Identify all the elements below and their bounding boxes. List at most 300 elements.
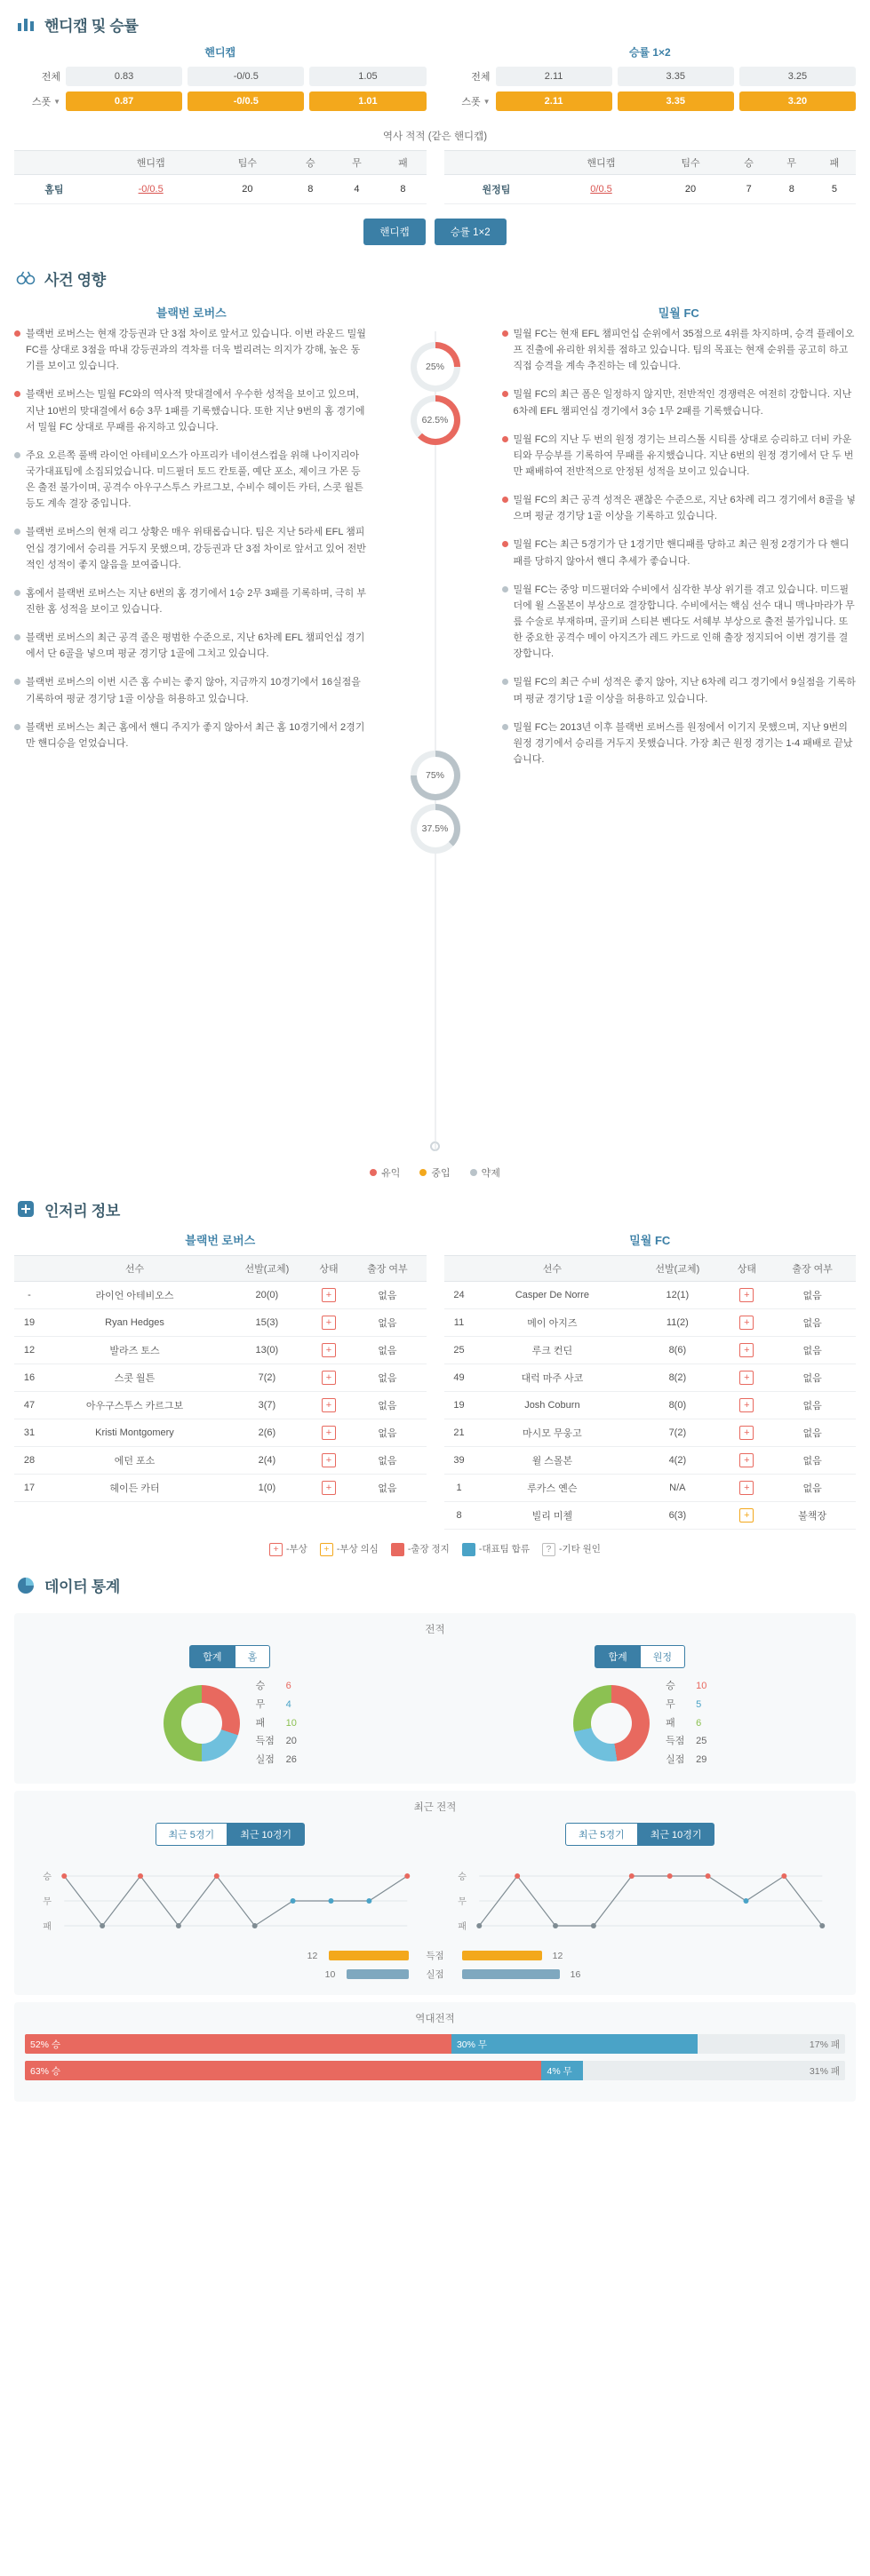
handicap-right-total-row [444,67,857,86]
svg-text:패: 패 [457,1922,467,1933]
svg-text:무: 무 [457,1897,467,1908]
home-pie-unit [164,1677,297,1769]
hist2-h-2: 팀수 [654,151,728,175]
player-number: 16 [14,1364,44,1392]
event-bullet-icon [14,634,20,640]
hist-home-hc: -0/0.5 [94,175,208,204]
hist-away-team: 원정팀 [444,175,549,204]
form-line-chart [440,1860,846,1942]
h2h-title: 역대전적 [415,2014,455,2025]
player-availability: 없음 [769,1309,856,1337]
table-row [14,1309,427,1337]
event-item [502,432,857,480]
player-name: 메이 아지즈 [475,1309,631,1337]
table-row [14,1392,427,1419]
player-number: 19 [14,1309,44,1337]
table-row [444,175,857,204]
hist-away-w: 7 [728,175,770,204]
player-number: 17 [14,1475,44,1502]
away-stats-list [666,1677,706,1769]
lineup-home-team: 블랙번 로버스 [185,1234,256,1247]
event-text: 밀월 FC는 2013년 이후 블랙번 로버스를 원정에서 이기지 못했으며, 지난 9번의 원정 경기에서 승리를 거두지 못했습니다. 가장 최근 원정 경기는 1-4 패배로 끝났습니다. [513,721,853,765]
player-status-badge [309,1475,348,1502]
history-table-away [444,150,857,204]
home-gf-value: 12 [307,1950,318,1961]
stat-label: 득점 [666,1736,685,1747]
lineup-title: 인저리 정보 [44,1202,121,1220]
handicap-left-spot-1[interactable]: 0.87 [66,91,182,111]
stat-value: 4 [285,1698,291,1710]
injury-icon: + [322,1288,336,1302]
lineup-away [444,1229,857,1530]
event-item [14,386,369,434]
hist-h-0 [14,151,94,175]
lu2-h-1: 선발(교체) [630,1256,724,1282]
stat-value: 6 [285,1680,291,1691]
lu-h-3: 출장 여부 [348,1256,426,1282]
player-number: 25 [444,1337,475,1364]
player-appearances: 1(0) [225,1475,309,1502]
handicap-panel-right [444,44,857,116]
table-row [444,1364,857,1392]
event-bullet-icon [502,391,508,397]
handicap-right-spot-row [444,91,857,111]
history-tables [0,150,870,204]
stat-row [256,1714,297,1733]
player-appearances: 2(6) [225,1419,309,1447]
event-donut [369,342,502,392]
event-text: 블랙번 로버스의 현재 리그 상황은 매우 위태롭습니다. 팀은 지난 5라세 EFL 챔피언십 경기에서 승리를 거두지 못했으며, 강등권과 단 3점 차이로 앞서고 있어 전반적인 성적이 좋지 않음을 보여줍니다. [26,527,366,570]
handicap-panel-left [14,44,427,116]
event-bullet-icon [502,330,508,337]
h2h-win-segment: 63% 승 [25,2061,541,2080]
player-status-badge [309,1364,348,1392]
player-availability: 불책장 [769,1502,856,1530]
player-name: 대럭 마주 사코 [475,1364,631,1392]
handicap-left-total-label: 전체 [41,72,60,83]
hist-away-played: 20 [654,175,728,204]
player-availability: 없음 [769,1475,856,1502]
goals-for-label: 득점 [426,1951,444,1962]
event-item [502,492,857,524]
player-availability: 없음 [348,1419,426,1447]
player-availability: 없음 [348,1364,426,1392]
stat-row [666,1696,706,1714]
event-item [14,448,369,513]
handicap-right-total-1[interactable]: 2.11 [496,67,612,86]
player-status-badge [724,1364,769,1392]
player-availability: 없음 [769,1419,856,1447]
suspension-icon: + [739,1508,754,1523]
odds-1x2-button[interactable]: 승률 1×2 [435,219,507,245]
event-item [14,720,369,751]
table-row [14,1447,427,1475]
injury-icon: + [739,1426,754,1440]
pie-row [25,1677,845,1769]
player-name: 루크 컨딘 [475,1337,631,1364]
handicap-left-total-row [14,67,427,86]
player-availability: 없음 [348,1447,426,1475]
handicap-left-total-1[interactable]: 0.83 [66,67,182,86]
player-number: 19 [444,1392,475,1419]
player-name: Josh Coburn [475,1392,631,1419]
player-number: 47 [14,1392,44,1419]
handicap-right-spot-text: 스폿 [461,97,481,107]
stat-value: 10 [696,1680,707,1691]
chevron-down-icon: ▼ [483,97,491,106]
stat-row [666,1677,706,1696]
legend-injury: + -부상 [269,1542,307,1556]
player-name: 라이언 아테비오스 [44,1282,225,1309]
stat-row [666,1714,706,1733]
lu-h-2: 상태 [309,1256,348,1282]
handicap-button[interactable]: 핸디캡 [363,219,425,245]
event-donut [369,395,502,445]
injury-icon: + [739,1398,754,1412]
section-header-handicap [0,0,870,44]
stat-label: 승 [255,1680,266,1691]
event-bullet-icon [502,679,508,685]
event-bullet-icon [14,724,20,730]
toggle-total-away[interactable]: 합계 [595,1645,640,1668]
donut-chart [411,395,460,445]
event-text: 블랙번 로버스는 현재 강등권과 단 3점 차이로 앞서고 있습니다. 이번 라운드 밀월 FC를 상대로 3점을 따내 강등권과의 격차를 더욱 벌리려는 의지가 강해, 높은 동기를 보이고 있습니다. [26,329,366,372]
event-bullet-icon [14,330,20,337]
donut-slot-top [369,326,502,445]
injury-icon: + [322,1398,336,1412]
hist-h-4: 무 [333,151,379,175]
event-donut [369,804,502,854]
lu2-h-0: 선수 [475,1256,631,1282]
event-bullet-icon [502,497,508,503]
event-bullet-icon [14,391,20,397]
player-appearances: 11(2) [630,1309,724,1337]
donut-value: 75% [417,757,454,794]
stat-row [256,1696,297,1714]
player-status-badge [724,1419,769,1447]
handicap-right-total-3[interactable]: 3.25 [739,67,856,86]
history-table-home [14,150,427,204]
player-number: 28 [14,1447,44,1475]
player-availability: 없음 [769,1447,856,1475]
player-name: Casper De Norre [475,1282,631,1309]
event-item [502,326,857,374]
toggle-last5-away[interactable]: 최근 5경기 [565,1823,638,1846]
legend-label-positive: 유익 [381,1168,401,1179]
player-name: 루카스 옌슨 [475,1475,631,1502]
form-line-chart [25,1860,431,1942]
h2h-card [14,2002,856,2102]
event-text: 홈에서 블랙번 로버스는 지난 6번의 홈 경기에서 1승 2무 3패를 기록하며, 극히 부진한 홈 성적을 보이고 있습니다. [26,587,366,615]
player-availability: 없음 [348,1309,426,1337]
table-row [14,1337,427,1364]
player-name: Ryan Hedges [44,1309,225,1337]
injury-icon: + [739,1371,754,1385]
recent-form-title: 최근 전적 [413,1802,457,1814]
event-text: 밀월 FC는 중앙 미드필더와 수비에서 심각한 부상 위기를 겪고 있습니다. 미드필더에 윌 스몰본이 부상으로 결장합니다. 수비에서는 핵심 선수 대니 맥나마라가 무릎 수술로 부재하며, 골키퍼 스티븐 벤다도 서혜부 부상으로 출전 불가입니다. 또한 중요한 공격수 메이 아지즈가 레드 카드로 인해 출장 정지되어 이번 경기를 결장합니다. [513,584,855,660]
player-name: 아우구스투스 카르그보 [44,1392,225,1419]
injury-icon: + [739,1481,754,1495]
player-appearances: 6(3) [630,1502,724,1530]
event-item [502,720,857,767]
goals-for-row [25,1949,845,1962]
svg-text:승: 승 [457,1872,467,1883]
hist-away-d: 8 [770,175,813,204]
handicap-right-spot-1[interactable]: 2.11 [496,91,612,111]
player-name: 에던 포소 [44,1447,225,1475]
player-number: 12 [14,1337,44,1364]
stat-row [256,1677,297,1696]
h2h-win-segment: 52% 승 [25,2034,451,2054]
overall-stats-title: 전적 [425,1624,445,1635]
player-appearances: 8(0) [630,1392,724,1419]
home-toggle [25,1645,435,1668]
player-status-badge [724,1502,769,1530]
away-form-toggle [435,1823,846,1846]
chevron-down-icon: ▼ [53,97,60,106]
svg-text:무: 무 [43,1897,52,1908]
away-form-chart [440,1855,846,1944]
toggle-away[interactable]: 원정 [641,1645,685,1668]
donut-chart [411,342,460,392]
event-item [502,386,857,418]
hist-h-2: 팀수 [207,151,287,175]
event-donut [369,751,502,800]
stat-value: 6 [696,1717,702,1729]
handicap-left-spot-text: 스폿 [31,97,52,107]
hist2-h-0 [444,151,549,175]
handicap-right-spot-2[interactable]: 3.35 [618,91,734,111]
table-row [14,1282,427,1309]
stat-row [256,1751,297,1769]
h2h-loss-segment: 31% 패 [583,2061,845,2080]
event-bullet-icon [502,586,508,592]
toggle-last10-home[interactable]: 최근 10경기 [227,1823,305,1846]
lineup-tables [0,1229,870,1530]
legend-doubt-label: -부상 의심 [336,1544,379,1554]
events-home-team: 블랙번 로버스 [156,306,227,320]
handicap-right-total-label: 전체 [471,72,491,83]
toggle-last5-home[interactable]: 최근 5경기 [156,1823,228,1846]
player-number: 21 [444,1419,475,1447]
away-pie-unit [573,1677,706,1769]
handicap-left-total-2[interactable]: -0/0.5 [188,67,304,86]
event-text: 밀월 FC는 현재 EFL 챔피언십 순위에서 35점으로 4위를 차지하며, 승격 플레이오프 진출에 유리한 위치를 점하고 있습니다. 팀의 목표는 현재 순위를 공고히 하고 직접 승격을 계속 추진하는 데 있습니다. [513,329,855,372]
lineup-legend [0,1530,870,1562]
goals-against-label: 실점 [426,1969,444,1981]
player-number: 1 [444,1475,475,1502]
donut-value: 62.5% [417,402,454,439]
player-appearances: 15(3) [225,1309,309,1337]
hist2-h-3: 승 [728,151,770,175]
injury-icon: + [739,1288,754,1302]
event-item [14,674,369,706]
legend-label-negative: 약제 [481,1168,500,1179]
lineup-table-home [14,1255,427,1502]
donut-chart [411,804,460,854]
history-title: 역사 적적 (같은 핸디캡) [382,131,488,142]
player-status-badge [309,1447,348,1475]
player-number: 49 [444,1364,475,1392]
event-text: 밀월 FC의 최근 수비 성적은 좋지 않아, 지난 6차례 리그 경기에서 9실점을 기록하며 평균 경기당 1골 이상을 허용하고 있습니다. [513,677,856,704]
handicap-left-spot-row [14,91,427,111]
event-text: 블랙번 로버스의 최근 공격 졸은 평범한 수준으로, 지난 6차례 EFL 챔피언십 경기에서 단 6골을 넣으며 평균 경기당 1골에 그치고 있습니다. [26,632,365,660]
player-availability: 없음 [348,1282,426,1309]
injury-icon: + [322,1343,336,1357]
player-status-badge [724,1282,769,1309]
away-ga-value: 16 [570,1968,581,1980]
events-away-team: 밀월 FC [658,306,699,320]
svg-text:패: 패 [43,1922,52,1933]
player-name: 윌 스몰본 [475,1447,631,1475]
svg-text:승: 승 [43,1872,52,1883]
recent-form-card [14,1791,856,1995]
donut-chart [411,751,460,800]
h2h-bar [25,2061,845,2080]
legend-other-label: -기타 원인 [558,1544,601,1554]
toggle-last10-away[interactable]: 최근 10경기 [638,1823,715,1846]
table-row [444,1447,857,1475]
event-item [502,674,857,706]
handicap-left-total-3[interactable]: 1.05 [309,67,426,86]
player-name: 스콧 월튼 [44,1364,225,1392]
overall-stats-card [14,1613,856,1784]
player-number: 11 [444,1309,475,1337]
event-bullet-icon [502,724,508,730]
handicap-left-spot-2[interactable]: -0/0.5 [188,91,304,111]
player-appearances: 7(2) [630,1419,724,1447]
donut-value: 25% [417,348,454,386]
table-row [14,175,427,204]
home-form-chart [25,1855,431,1944]
events-team-headers [0,298,870,321]
player-status-badge [724,1337,769,1364]
event-item [14,630,369,662]
hist2-h-1: 핸디캡 [549,151,654,175]
stat-row [256,1732,297,1751]
player-number: - [14,1282,44,1309]
player-status-badge [724,1309,769,1337]
stat-label: 무 [255,1698,266,1710]
donut-value: 37.5% [417,810,454,847]
event-text: 밀월 FC의 지난 두 번의 원정 경기는 브리스톨 시티를 상대로 승리하고 더비 카운티와 무승부를 기록하여 무패를 유지했습니다. 지난 6번의 원정 경기에서 단 두 번만 패배하여 전반적으로 안정된 성적을 보이고 있습니다. [513,433,854,477]
lu-h-1: 선발(교체) [225,1256,309,1282]
event-text: 블랙번 로버스의 이번 시즌 홈 수비는 좋지 않아, 지금까지 10경기에서 16실점을 기록하여 평균 경기당 1골 이상을 허용하고 있습니다. [26,677,361,704]
injury-icon: + [739,1343,754,1357]
event-bullet-icon [14,529,20,535]
event-text: 밀월 FC는 최근 5경기가 단 1경기만 핸디패를 당하고 최근 원정 2경기가 다 핸디패를 당하지 않아서 핸디 추세가 좋습니다. [513,539,850,567]
legend-item-neutral [419,1165,450,1180]
table-row [14,1475,427,1502]
legend-suspension [391,1542,450,1556]
player-number: 24 [444,1282,475,1309]
lineup-away-team: 밀월 FC [629,1234,671,1247]
handicap-left-spot-3[interactable]: 1.01 [309,91,426,111]
player-status-badge [724,1392,769,1419]
player-name: 헤이든 카터 [44,1475,225,1502]
h2h-bar [25,2034,845,2054]
lineup-table-away [444,1255,857,1530]
stat-label: 득점 [255,1736,275,1747]
toggle-home[interactable]: 홈 [235,1645,271,1668]
stat-value: 10 [285,1717,297,1729]
stats-title: 데이터 통계 [44,1578,121,1596]
event-item [14,524,369,572]
table-row [444,1337,857,1364]
handicap-right-spot-label[interactable] [444,94,491,108]
hist-home-d: 4 [333,175,379,204]
player-name: 마시모 무웅고 [475,1419,631,1447]
handicap-right-total-2[interactable]: 3.35 [618,67,734,86]
stat-label: 무 [666,1698,675,1710]
events-legend [0,1151,870,1185]
events-home-list [14,326,369,764]
player-status-badge [309,1309,348,1337]
lu-h-0: 선수 [44,1256,225,1282]
section-header-events [0,254,870,298]
event-bullet-icon [14,590,20,596]
legend-item-negative [470,1165,500,1180]
player-status-badge [309,1337,348,1364]
legend-doubt: + -부상 의심 [320,1542,379,1556]
player-appearances: 7(2) [225,1364,309,1392]
hist2-h-4: 무 [770,151,813,175]
handicap-left-spot-label[interactable] [14,94,60,108]
event-item [14,585,369,617]
section-header-lineup [0,1185,870,1229]
table-row [444,1475,857,1502]
hist-away-hc: 0/0.5 [549,175,654,204]
home-form-toggle [25,1823,435,1846]
handicap-right-spot-3[interactable]: 3.20 [739,91,856,111]
player-availability: 없음 [769,1364,856,1392]
stat-value: 25 [696,1736,707,1747]
hist-home-team: 홈팀 [14,175,94,204]
hist2-h-5: 패 [813,151,856,175]
player-appearances: N/A [630,1475,724,1502]
event-text: 밀월 FC의 최근 폼은 일정하지 않지만, 전반적인 경쟁력은 여전히 강합니다. 지난 6차례 EFL 챔피언십 경기에서 3승 1무 2패를 기록했습니다. [513,389,852,417]
player-name: 빌리 미첼 [475,1502,631,1530]
lu2-h-2: 상태 [724,1256,769,1282]
injury-icon: + [322,1316,336,1330]
event-bullet-icon [14,679,20,685]
player-number: 31 [14,1419,44,1447]
event-bullet-icon [502,541,508,547]
hist-h-5: 패 [379,151,426,175]
event-bullet-icon [14,452,20,458]
lu2-h-3: 출장 여부 [769,1256,856,1282]
injury-icon: + [322,1426,336,1440]
legend-suspension-label: -출장 정지 [407,1544,450,1554]
h2h-draw-segment: 30% 무 [451,2034,698,2054]
player-status-badge [309,1282,348,1309]
home-ga-value: 10 [324,1968,336,1980]
player-status-badge [724,1475,769,1502]
injury-icon: + [322,1371,336,1385]
table-row [14,1419,427,1447]
legend-national-label: -대표팀 합류 [478,1544,530,1554]
toggle-total-home[interactable]: 합계 [189,1645,235,1668]
hist-home-w: 8 [287,175,333,204]
h2h-draw-segment: 4% 무 [541,2061,582,2080]
page-title: 핸디캡 및 승률 [44,17,139,35]
goals-against-row [25,1968,845,1981]
player-status-badge [309,1419,348,1447]
player-appearances: 8(6) [630,1337,724,1364]
table-row [444,1309,857,1337]
legend-label-neutral: 중입 [431,1168,451,1179]
hist-h-1: 핸디캡 [94,151,208,175]
